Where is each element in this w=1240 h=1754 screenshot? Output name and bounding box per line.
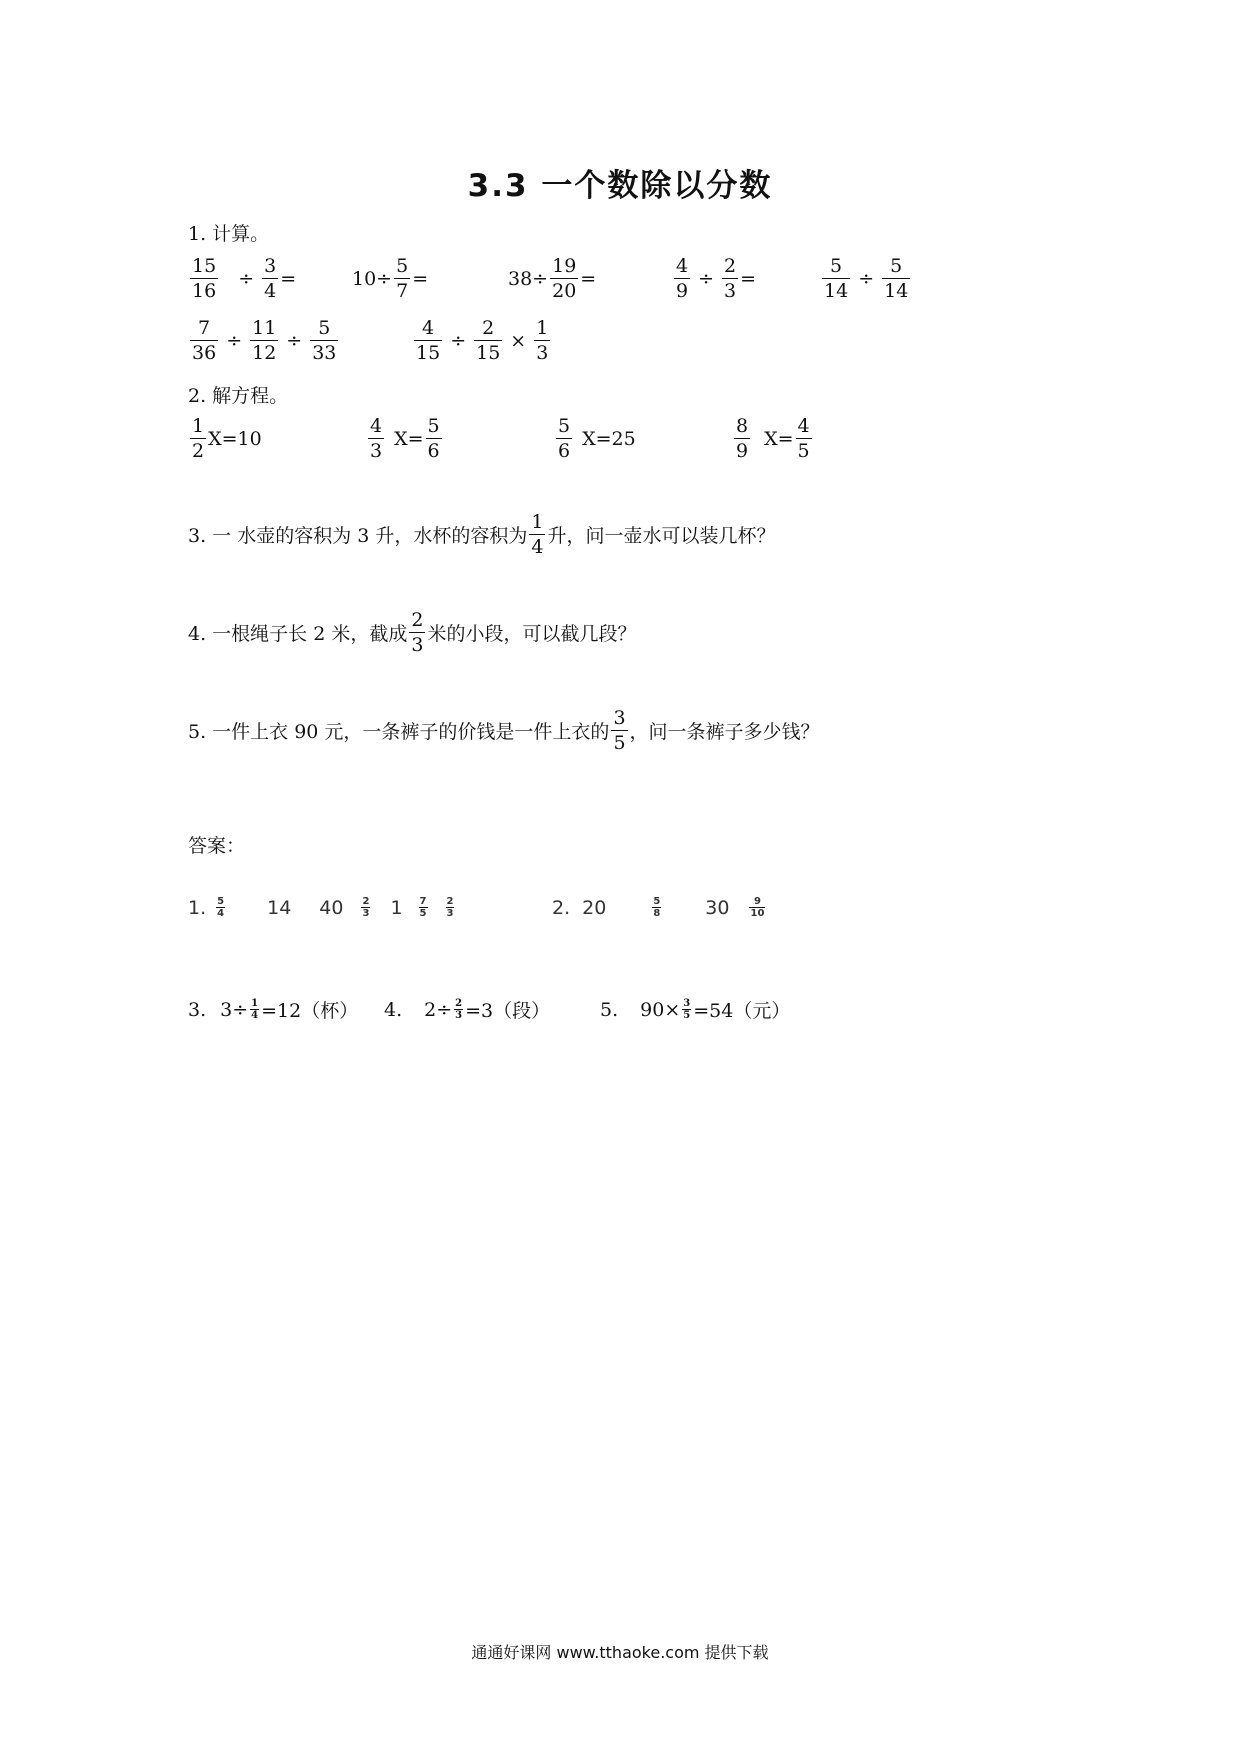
answer-5: 5. 90× $\frac{3}{5}$ =54（元）: [600, 998, 791, 1022]
q1-expr-2: 10÷ $\frac{5}{7}$ =: [352, 255, 429, 302]
fraction: $\frac{2}{15}$: [476, 317, 501, 364]
fraction: $\frac{4}{15}$: [416, 317, 441, 364]
fraction: $\frac{9}{10}$: [750, 896, 765, 919]
fraction: $\frac{3}{4}$: [264, 255, 277, 302]
answer-1: 1. $\frac{5}{4}$ 14 40 $\frac{2}{3}$ 1 $\frac{7}{5}$ $\frac{2}{3}$: [188, 896, 454, 919]
fraction: $\frac{3}{5}$: [613, 707, 626, 754]
fraction: $\frac{4}{5}$: [797, 415, 810, 462]
q1-expr-6: $\frac{7}{36}$ ÷ $\frac{11}{12}$ ÷ $\frac{5}{33}$: [192, 317, 337, 364]
fraction: $\frac{2}{3}$: [446, 896, 454, 919]
q1-expr-5: $\frac{5}{14}$ ÷ $\frac{5}{14}$: [824, 255, 909, 302]
fraction: $\frac{5}{4}$: [217, 896, 225, 919]
fraction: $\frac{2}{3}$: [724, 255, 737, 302]
fraction: $\frac{8}{9}$: [736, 415, 749, 462]
fraction: $\frac{15}{16}$: [192, 255, 217, 302]
fraction: $\frac{2}{3}$: [455, 998, 463, 1021]
q1-expr-7: $\frac{4}{15}$ ÷ $\frac{2}{15}$ × $\frac{1}{3}$: [416, 317, 549, 364]
q4-text: 4. 一根绳子长 2 米，截成 $\frac{2}{3}$ 米的小段，可以截几段？: [188, 609, 637, 656]
answer-3: 3. 3÷ $\frac{1}{4}$ =12（杯）: [188, 998, 359, 1022]
q2-label: 2. 解方程。: [188, 385, 289, 407]
fraction: $\frac{7}{36}$: [192, 317, 217, 364]
fraction: $\frac{1}{2}$: [192, 415, 205, 462]
page-title: 3.3 一个数除以分数: [467, 168, 773, 204]
q1-expr-3: 38÷ $\frac{19}{20}$ =: [508, 255, 597, 302]
fraction: $\frac{5}{33}$: [312, 317, 337, 364]
q1-label: 1. 计算。: [188, 223, 270, 245]
q3-text: 3. 一 水壶的容积为 3 升，水杯的容积为 $\frac{1}{4}$ 升，问一壶水可以装几杯？: [188, 511, 776, 558]
fraction: $\frac{5}{8}$: [653, 896, 661, 919]
fraction: $\frac{5}{7}$: [396, 255, 409, 302]
fraction: $\frac{19}{20}$: [552, 255, 577, 302]
fraction: $\frac{5}{14}$: [884, 255, 909, 302]
fraction: $\frac{4}{9}$: [676, 255, 689, 302]
q1-expr-4: $\frac{4}{9}$ ÷ $\frac{2}{3}$ =: [676, 255, 757, 302]
fraction: $\frac{7}{5}$: [419, 896, 427, 919]
fraction: $\frac{4}{3}$: [370, 415, 383, 462]
q2-equation-2: $\frac{4}{3}$ X= $\frac{5}{6}$: [370, 415, 440, 462]
fraction: $\frac{3}{5}$: [683, 998, 691, 1021]
answers-label: 答案：: [188, 835, 246, 857]
fraction: $\frac{1}{4}$: [251, 998, 259, 1021]
q2-equation-4: $\frac{8}{9}$ X= $\frac{4}{5}$: [736, 415, 810, 462]
q5-text: 5. 一件上衣 90 元，一条裤子的价钱是一件上衣的 $\frac{3}{5}$ ，问一条裤子多少钱？: [188, 707, 820, 754]
q2-equation-3: $\frac{5}{6}$ X=25: [558, 415, 636, 462]
fraction: $\frac{2}{3}$: [362, 896, 370, 919]
answer-2: 2. 20 $\frac{5}{8}$ 30 $\frac{9}{10}$: [552, 896, 765, 919]
q2-equation-1: $\frac{1}{2}$ X=10: [192, 415, 262, 462]
fraction: $\frac{5}{6}$: [558, 415, 571, 462]
fraction: $\frac{2}{3}$: [411, 609, 424, 656]
footer-source: 通通好课网 www.tthaoke.com 提供下载: [471, 1643, 769, 1662]
fraction: $\frac{5}{6}$: [427, 415, 440, 462]
answer-4: 4. 2÷ $\frac{2}{3}$ =3（段）: [384, 998, 551, 1022]
fraction: $\frac{1}{3}$: [536, 317, 549, 364]
fraction: $\frac{11}{12}$: [252, 317, 277, 364]
q1-expr-1: $\frac{15}{16}$ ÷ $\frac{3}{4}$ =: [192, 255, 297, 302]
fraction: $\frac{1}{4}$: [531, 511, 544, 558]
fraction: $\frac{5}{14}$: [824, 255, 849, 302]
